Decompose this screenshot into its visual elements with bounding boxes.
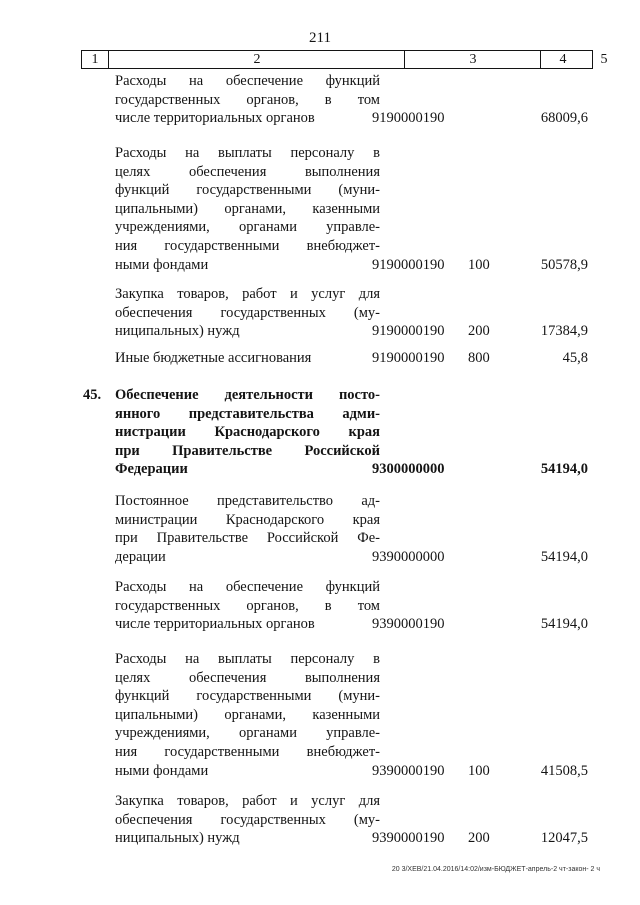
row-description bbox=[115, 349, 380, 368]
description-line: учреждениями, органами управле- bbox=[115, 725, 380, 742]
description-line: Расходы на выплаты персоналу в bbox=[115, 651, 380, 667]
row-amount: 50578,9 bbox=[540, 256, 588, 273]
header-col-5: 5 bbox=[600, 52, 608, 67]
description-line: нистрации Краснодарского края bbox=[115, 424, 380, 441]
row-description bbox=[115, 386, 380, 479]
row-number: 45. bbox=[83, 387, 102, 403]
description-line: государственных органов, в том bbox=[115, 597, 380, 614]
table-header bbox=[81, 50, 608, 69]
row-amount: 54194,0 bbox=[540, 548, 588, 565]
description-line: ными фондами bbox=[115, 762, 209, 779]
row-code: 9300000000 bbox=[372, 461, 445, 478]
row-code: 9390000000 bbox=[372, 548, 445, 565]
description-line: ния государственными внебюджет- bbox=[115, 743, 380, 760]
row-code: 9390000190 bbox=[372, 616, 445, 633]
row-code: 9190000190 bbox=[372, 256, 445, 273]
row-code: 9390000190 bbox=[372, 830, 445, 847]
description-line: Расходы на выплаты персоналу в bbox=[115, 145, 380, 161]
description-line: ципальными) органами, казенными bbox=[115, 200, 380, 217]
description-line: при Правительстве Российской bbox=[115, 442, 380, 459]
description-line: ниципальных) нужд bbox=[115, 830, 240, 847]
row-expense-type: 100 bbox=[468, 256, 490, 273]
description-line: целях обеспечения выполнения bbox=[115, 163, 380, 180]
description-line: ципальными) органами, казенными bbox=[115, 706, 380, 723]
description-line: Постоянное представительство ад- bbox=[115, 493, 380, 509]
row-description bbox=[115, 578, 380, 634]
description-line: Закупка товаров, работ и услуг для bbox=[115, 793, 380, 809]
description-line: дерации bbox=[115, 548, 166, 565]
description-line: Иные бюджетные ассигнования bbox=[115, 350, 312, 366]
row-code: 9390000190 bbox=[372, 762, 445, 779]
description-line: обеспечения государственных (му- bbox=[115, 304, 380, 321]
description-line: янного представительства адми- bbox=[115, 405, 380, 422]
row-description bbox=[115, 72, 380, 128]
row-description bbox=[115, 650, 380, 780]
row-amount: 54194,0 bbox=[540, 461, 588, 478]
description-line: обеспечения государственных (му- bbox=[115, 811, 380, 828]
description-line: ниципальных) нужд bbox=[115, 323, 240, 340]
header-col-1: 1 bbox=[91, 52, 99, 67]
row-code: 9190000190 bbox=[372, 323, 445, 340]
row-amount: 54194,0 bbox=[540, 616, 588, 633]
description-line: ния государственными внебюджет- bbox=[115, 237, 380, 254]
row-expense-type: 200 bbox=[468, 323, 490, 340]
description-line: Закупка товаров, работ и услуг для bbox=[115, 286, 380, 302]
description-line: числе территориальных органов bbox=[115, 616, 315, 633]
row-description bbox=[115, 285, 380, 341]
row-amount: 45,8 bbox=[562, 350, 588, 366]
row-code: 9190000190 bbox=[372, 110, 445, 127]
description-line: учреждениями, органами управле- bbox=[115, 219, 380, 236]
row-expense-type: 800 bbox=[468, 350, 490, 366]
row-expense-type: 100 bbox=[468, 762, 490, 779]
row-description bbox=[115, 492, 380, 566]
description-line: Расходы на обеспечение функций bbox=[115, 73, 380, 89]
row-description bbox=[115, 144, 380, 274]
description-line: Обеспечение деятельности посто- bbox=[115, 387, 380, 403]
footer-stamp: 20 3/ХЕВ/21.04.2016/14:02/изм-БЮДЖЕТ-апрель-2 чт-закон- 2 ч bbox=[391, 866, 600, 873]
row-amount: 41508,5 bbox=[540, 762, 588, 779]
row-amount: 12047,5 bbox=[540, 830, 588, 847]
description-line: ными фондами bbox=[115, 256, 209, 273]
description-line: целях обеспечения выполнения bbox=[115, 669, 380, 686]
description-line: функций государственными (муни- bbox=[115, 688, 380, 705]
row-amount: 17384,9 bbox=[540, 323, 588, 340]
row-code: 9190000190 bbox=[372, 350, 445, 366]
row-amount: 68009,6 bbox=[540, 110, 588, 127]
header-col-3: 3 bbox=[404, 51, 541, 68]
description-line: числе территориальных органов bbox=[115, 110, 315, 127]
page-number: 211 bbox=[309, 30, 331, 46]
row-description bbox=[115, 792, 380, 848]
header-col-4: 4 bbox=[540, 51, 585, 68]
description-line: министрации Краснодарского края bbox=[115, 511, 380, 528]
header-col-2: 2 bbox=[108, 51, 405, 68]
description-line: функций государственными (муни- bbox=[115, 182, 380, 199]
description-line: Федерации bbox=[115, 461, 188, 478]
description-line: Расходы на обеспечение функций bbox=[115, 579, 380, 595]
description-line: при Правительстве Российской Фе- bbox=[115, 530, 380, 547]
description-line: государственных органов, в том bbox=[115, 91, 380, 108]
row-expense-type: 200 bbox=[468, 830, 490, 847]
